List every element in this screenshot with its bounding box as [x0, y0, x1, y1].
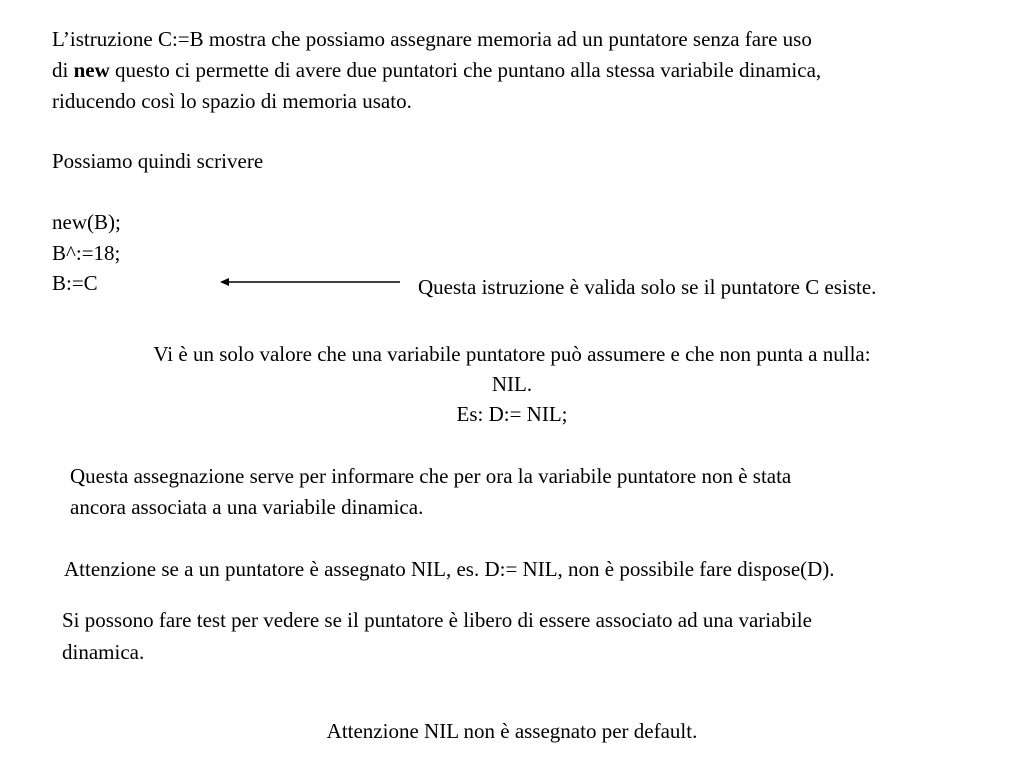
intro-line-2 — [52, 55, 821, 86]
attention-line-2: Attenzione NIL non è assegnato per default. — [326, 719, 698, 743]
code-line-2: B^:=18; — [52, 241, 121, 265]
nil-line-2: NIL. — [491, 372, 533, 396]
test-note-line-2: dinamica. — [62, 640, 145, 664]
attention-line-1: Attenzione se a un puntatore è assegnato NIL, es. D:= NIL, non è possibile fare dispose(D). — [64, 557, 835, 581]
nil-line-3: Es: D:= NIL; — [456, 402, 568, 426]
assign-note-line-2: ancora associata a una variabile dinamica. — [70, 495, 424, 519]
intro-line-2-pre: di — [52, 58, 74, 82]
code-line-3: B:=C — [52, 271, 98, 295]
left-arrow-icon — [220, 276, 402, 288]
arrow-note: Questa istruzione è valida solo se il puntatore C esiste. — [418, 275, 877, 299]
possiamo-line: Possiamo quindi scrivere — [52, 149, 264, 173]
code-line-1: new(B); — [52, 210, 121, 234]
intro-line-3: riducendo così lo spazio di memoria usato. — [52, 89, 412, 113]
nil-line-1: Vi è un solo valore che una variabile puntatore può assumere e che non punta a nulla: — [153, 342, 871, 366]
intro-line-2-post: questo ci permette di avere due puntatori che puntano alla stessa variabile dinamica, — [109, 58, 822, 82]
new-keyword: new — [73, 58, 110, 82]
assign-note-line-1: Questa assegnazione serve per informare che per ora la variabile puntatore non è stata — [70, 464, 792, 488]
test-note-line-1: Si possono fare test per vedere se il puntatore è libero di essere associato ad una variabile — [62, 608, 812, 632]
intro-line-1: L’istruzione C:=B mostra che possiamo assegnare memoria ad un puntatore senza fare uso — [52, 27, 812, 51]
